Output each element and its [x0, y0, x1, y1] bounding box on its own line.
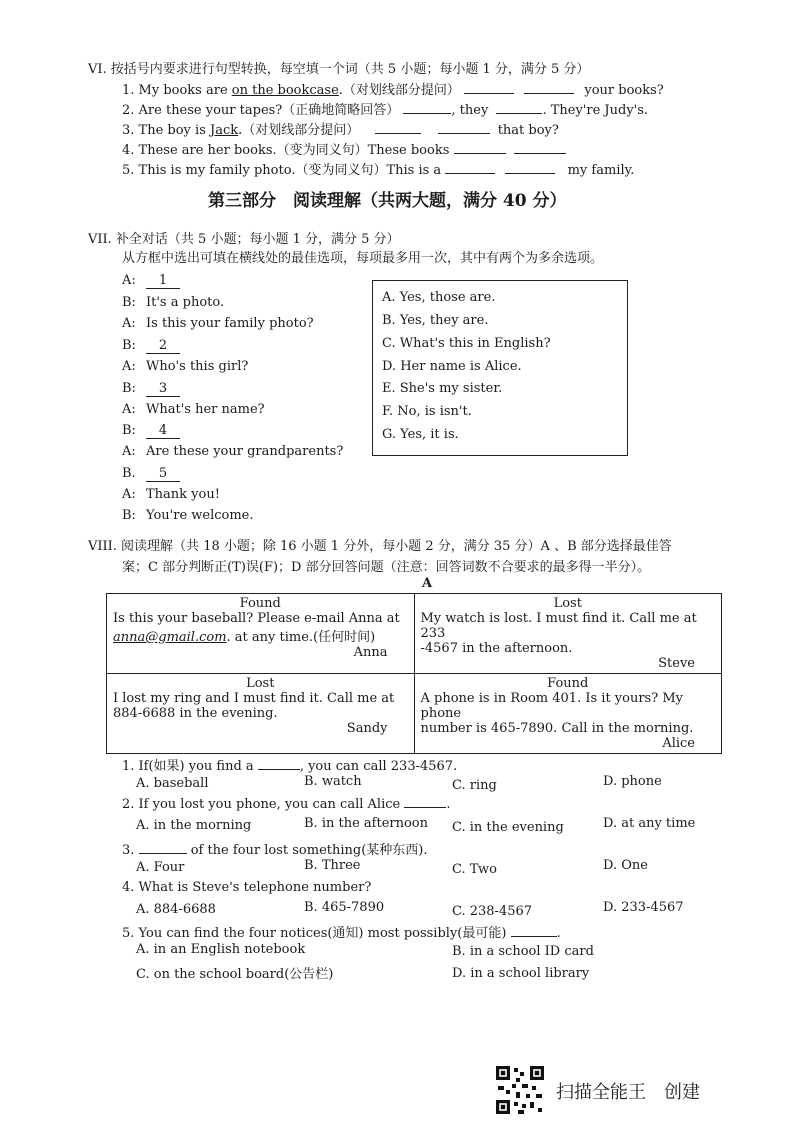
answer-blank[interactable] — [445, 172, 495, 174]
question-text: 3. — [122, 843, 135, 858]
answer-blank[interactable] — [496, 112, 542, 114]
answer-blank[interactable] — [464, 92, 514, 94]
part-a-label: A — [422, 576, 433, 591]
dialog-speaker: A: — [122, 402, 136, 417]
q5-option-b[interactable]: B. in a school ID card — [452, 944, 594, 959]
section-8-heading: VIII. 阅读理解（共 18 小题；除 16 小题 1 分外，每小题 2 分，满分 35 分）A 、B 部分选择最佳答 — [88, 539, 672, 554]
q3-option-b[interactable]: B. Three — [304, 858, 361, 873]
q1-option-a[interactable]: A. baseball — [136, 776, 209, 791]
q4-option-a[interactable]: A. 884-6688 — [136, 902, 216, 917]
notice-found-phone — [414, 674, 722, 754]
dialog-answer-blank[interactable]: 3 — [146, 381, 180, 397]
dialog-line — [122, 295, 224, 310]
dialog-text: Thank you! — [146, 487, 220, 502]
question-text: 2. If you lost you phone, you can call Alice — [122, 797, 401, 812]
s6-q4-text: 4. These are her books.（变为同义句）These books — [122, 143, 450, 158]
q1-option-c[interactable]: C. ring — [452, 778, 497, 793]
dialog-answer-blank[interactable]: 1 — [146, 273, 180, 289]
dialog-speaker: B: — [122, 508, 136, 523]
q2-option-b[interactable]: B. in the afternoon — [304, 816, 428, 831]
s6-q5-text: 5. This is my family photo.（变为同义句）This is a — [122, 163, 442, 178]
dialog-text: It's a photo. — [146, 295, 225, 310]
dialog-speaker: A: — [122, 273, 136, 288]
answer-blank[interactable] — [258, 768, 300, 770]
dialog-speaker: A: — [122, 316, 136, 331]
notice-line: My watch is lost. I must find it. Call me at 233 — [420, 611, 697, 641]
answer-blank[interactable] — [404, 806, 446, 808]
notice-line: A phone is in Room 401. Is it yours? My phone — [420, 691, 683, 721]
s6-q2-text: 2. Are these your tapes?（正确地简略回答） — [122, 103, 400, 118]
notice-title: Lost — [246, 676, 275, 691]
notice-title: Found — [239, 596, 281, 611]
notice-line: -4567 in the afternoon. — [420, 641, 573, 656]
s6-q2-tail: . They're Judy's. — [542, 103, 649, 118]
answer-blank[interactable] — [375, 132, 421, 134]
dialog-speaker: A: — [122, 487, 136, 502]
s6-q3-instruction: .（对划线部分提问） — [238, 123, 360, 138]
answer-blank[interactable] — [454, 152, 506, 154]
question-text: 1. If(如果) you find a — [122, 759, 254, 774]
qr-code-icon — [496, 1066, 544, 1114]
dialog-speaker: B: — [122, 423, 136, 438]
option-item: C. What's this in English? — [382, 336, 551, 351]
dialog-line — [122, 487, 220, 502]
s6-q3-text: 3. The boy is — [122, 123, 210, 138]
question-2 — [122, 797, 450, 812]
answer-blank[interactable] — [511, 935, 557, 937]
part-3-title: 第三部分 阅读理解（共两大题，满分 40 分） — [208, 191, 567, 211]
s6-question-5 — [122, 159, 634, 178]
q2-option-d[interactable]: D. at any time — [603, 816, 696, 831]
q5-option-a[interactable]: A. in an English notebook — [136, 942, 306, 957]
q4-option-b[interactable]: B. 465-7890 — [304, 900, 385, 915]
option-item: A. Yes, those are. — [382, 290, 496, 305]
q3-option-d[interactable]: D. One — [603, 858, 648, 873]
scanner-watermark: 扫描全能王 创建 — [556, 1082, 700, 1103]
dialog-text: Are these your grandparents? — [146, 444, 344, 459]
dialog-speaker: A: — [122, 359, 136, 374]
question-3 — [122, 839, 428, 858]
question-text-tail: of the four lost something(某种东西). — [190, 843, 428, 858]
q5-option-d[interactable]: D. in a school library — [452, 966, 590, 981]
section-7-instruction: 从方框中选出可填在横线处的最佳选项，每项最多用一次，其中有两个为多余选项。 — [122, 251, 604, 266]
dialog-text: You're welcome. — [146, 508, 254, 523]
s6-question-3 — [122, 119, 559, 138]
s6-question-4 — [122, 139, 566, 158]
option-item: F. No, is isn't. — [382, 404, 472, 419]
dialog-text: Is this your family photo? — [146, 316, 314, 331]
option-item: B. Yes, they are. — [382, 313, 489, 328]
email-link[interactable]: anna@gmail.com — [113, 630, 227, 645]
answer-blank[interactable] — [438, 132, 490, 134]
notices-table — [106, 593, 722, 754]
s6-question-2 — [122, 99, 648, 118]
notice-line-tail: . at any time.(任何时间) — [226, 630, 376, 645]
q2-option-a[interactable]: A. in the morning — [136, 818, 252, 833]
s6-q3-underlined: Jack — [210, 123, 239, 138]
dialog-speaker: B: — [122, 381, 136, 396]
notice-signature: Sandy — [346, 721, 388, 736]
dialog-answer-blank[interactable]: 4 — [146, 423, 180, 439]
dialog-answer-blank[interactable]: 2 — [146, 338, 180, 354]
q4-option-c[interactable]: C. 238-4567 — [452, 904, 533, 919]
q5-option-c[interactable]: C. on the school board(公告栏) — [136, 967, 334, 982]
s6-q3-tail: that boy? — [497, 123, 559, 138]
notice-title: Found — [547, 676, 589, 691]
section-7-heading: VII. 补全对话（共 5 小题；每小题 1 分，满分 5 分） — [88, 232, 400, 247]
q3-option-a[interactable]: A. Four — [136, 860, 185, 875]
answer-blank[interactable] — [524, 92, 574, 94]
question-4 — [122, 880, 371, 895]
answer-blank[interactable] — [403, 112, 451, 114]
s6-q2-mid: , they — [451, 103, 489, 118]
q1-option-b[interactable]: B. watch — [304, 774, 362, 789]
dialog-line — [122, 381, 180, 397]
answer-blank[interactable] — [514, 152, 566, 154]
notice-line: I lost my ring and I must find it. Call me at — [113, 691, 395, 706]
section-6-heading: VI. 按括号内要求进行句型转换，每空填一个词（共 5 小题；每小题 1 分，满分 5 分） — [88, 62, 590, 77]
s6-question-1 — [122, 79, 664, 98]
option-item: E. She's my sister. — [382, 381, 503, 396]
s6-q1-instruction: .（对划线部分提问） — [338, 83, 460, 98]
notice-signature: Anna — [353, 645, 388, 660]
notice-signature: Steve — [658, 656, 695, 671]
notice-found-baseball — [107, 594, 415, 674]
section-8-heading-line2: 案；C 部分判断正(T)误(F)；D 部分回答问题（注意：回答词数不合要求的最多得一半分）。 — [122, 560, 651, 575]
notice-lost-watch — [414, 594, 722, 674]
s6-q1-tail: your books? — [584, 83, 664, 98]
answer-blank[interactable] — [139, 852, 187, 854]
dialog-text: Who's this girl? — [146, 359, 249, 374]
dialog-text: What's her name? — [146, 402, 265, 417]
q1-option-d[interactable]: D. phone — [603, 774, 662, 789]
dialog-line — [122, 338, 180, 354]
dialog-line — [122, 466, 180, 482]
notice-line — [113, 626, 408, 645]
option-item: G. Yes, it is. — [382, 427, 459, 442]
question-text: 5. You can find the four notices(通知) most possibly(最可能) — [122, 926, 507, 941]
dialog-line — [122, 359, 248, 374]
dialog-answer-blank[interactable]: 5 — [146, 466, 180, 482]
question-text-tail: . — [556, 926, 561, 941]
dialog-speaker: B: — [122, 338, 136, 353]
notice-line: 884-6688 in the evening. — [113, 706, 278, 721]
s6-q5-tail: my family. — [567, 163, 635, 178]
answer-blank[interactable] — [505, 172, 555, 174]
option-item: D. Her name is Alice. — [382, 359, 522, 374]
question-text-tail: . — [446, 797, 451, 812]
q3-option-c[interactable]: C. Two — [452, 862, 497, 877]
question-text: 4. What is Steve's telephone number? — [122, 880, 372, 895]
dialog-line — [122, 273, 180, 289]
notice-line: Is this your baseball? Please e-mail Anna at — [113, 611, 400, 626]
q4-option-d[interactable]: D. 233-4567 — [603, 900, 684, 915]
question-text-tail: , you can call 233-4567. — [299, 759, 458, 774]
s6-q1-text: 1. My books are — [122, 83, 232, 98]
question-1 — [122, 755, 457, 774]
notice-title: Lost — [553, 596, 582, 611]
dialog-line — [122, 423, 180, 439]
notice-lost-ring — [107, 674, 415, 754]
notice-signature: Alice — [662, 736, 695, 751]
dialog-line — [122, 444, 343, 459]
options-box — [372, 280, 628, 456]
dialog-speaker: A: — [122, 444, 136, 459]
dialog-speaker: B: — [122, 295, 136, 310]
s6-q1-underlined: on the bookcase — [231, 83, 339, 98]
dialog-line — [122, 316, 314, 331]
dialog-speaker: B. — [122, 466, 136, 481]
dialog-line — [122, 508, 254, 523]
question-5 — [122, 922, 561, 941]
q2-option-c[interactable]: C. in the evening — [452, 820, 564, 835]
dialog-line — [122, 402, 265, 417]
notice-line: number is 465-7890. Call in the morning. — [420, 721, 694, 736]
